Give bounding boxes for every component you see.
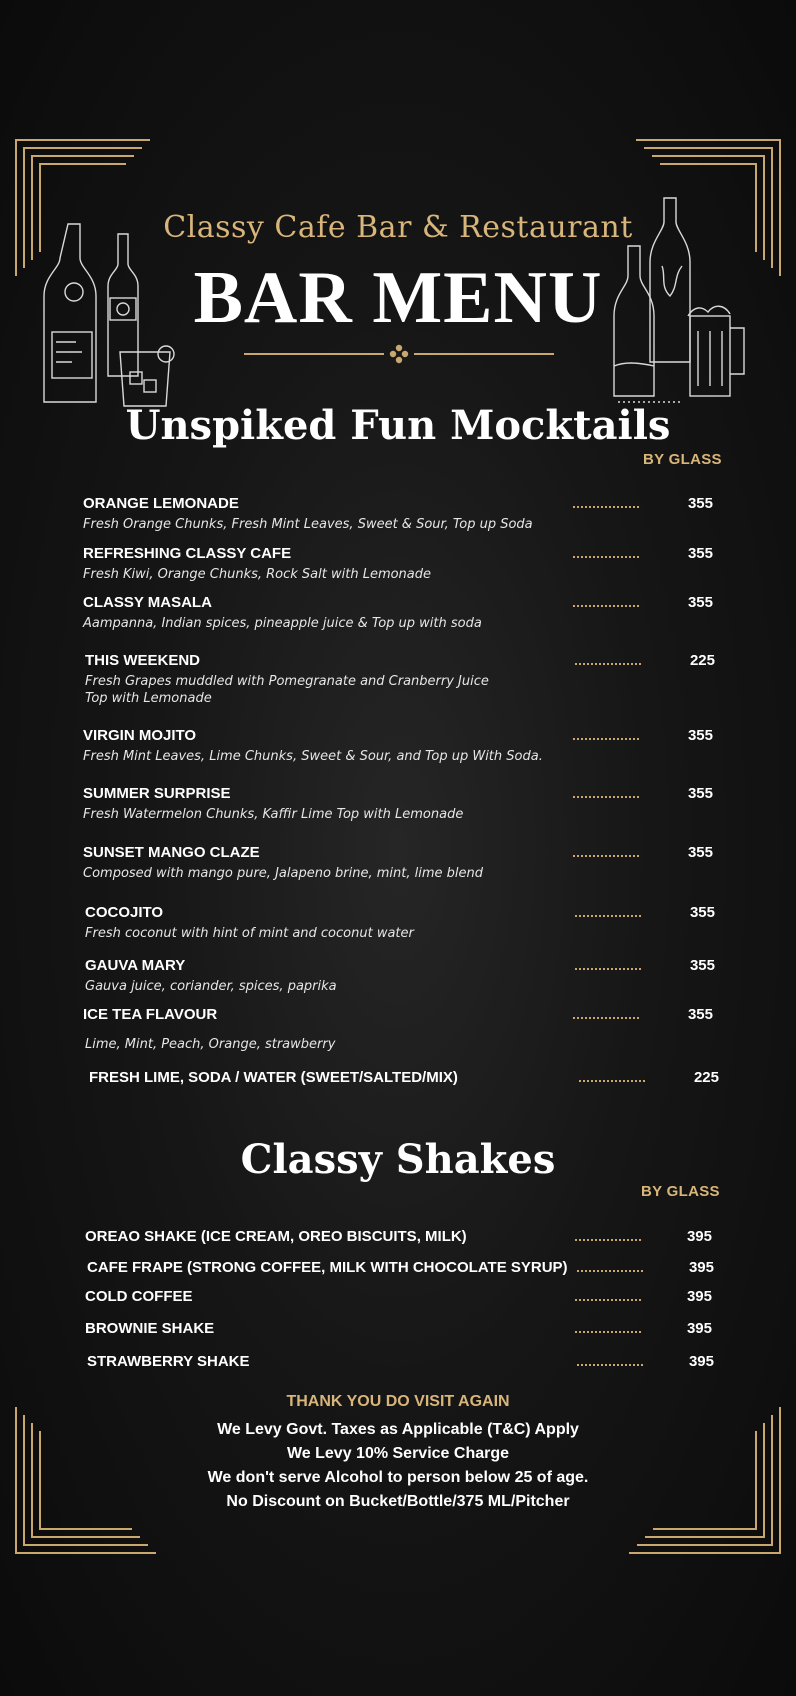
menu-item-name: STRAWBERRY SHAKE <box>87 1353 250 1370</box>
price-column-label: BY GLASS <box>641 1183 720 1200</box>
footer-note: We Levy 10% Service Charge <box>286 1445 510 1462</box>
menu-item <box>83 545 713 595</box>
menu-item <box>85 904 715 954</box>
menu-item <box>85 1288 712 1310</box>
menu-item-name: FRESH LIME, SODA / WATER (SWEET/SALTED/MIX) <box>89 1069 458 1086</box>
dotted-leader <box>573 506 639 508</box>
dotted-leader <box>575 1331 641 1333</box>
section-title-mocktails: Unspiked Fun Mocktails <box>125 402 671 449</box>
menu-item-description: Fresh Grapes muddled with Pomegranate and Cranberry Juice Top with Lemonade <box>85 674 489 706</box>
menu-item-name: BROWNIE SHAKE <box>85 1320 215 1337</box>
menu-item-price: 395 <box>688 1259 714 1276</box>
menu-item-description: Fresh Watermelon Chunks, Kaffir Lime Top with Lemonade <box>83 807 464 822</box>
menu-item <box>83 594 713 644</box>
dotted-leader <box>577 1270 643 1272</box>
page-title: BAR MENU <box>193 257 603 339</box>
menu-item-price: 355 <box>687 844 713 861</box>
menu-item <box>85 1320 712 1342</box>
menu-item-description: Aampanna, Indian spices, pineapple juice & Top up with soda <box>83 616 482 631</box>
dotted-leader <box>575 968 641 970</box>
menu-item-name: COLD COFFEE <box>85 1288 193 1305</box>
dotted-leader <box>575 915 641 917</box>
menu-item-description: Lime, Mint, Peach, Orange, strawberry <box>85 1037 336 1052</box>
menu-item <box>85 1228 712 1250</box>
dotted-leader <box>579 1080 645 1082</box>
menu-item <box>83 844 713 894</box>
menu-item-price: 355 <box>687 785 713 802</box>
dotted-leader <box>573 738 639 740</box>
menu-item-name: SUNSET MANGO CLAZE <box>83 844 260 861</box>
dotted-leader <box>575 1239 641 1241</box>
menu-item-price: 395 <box>686 1228 712 1245</box>
dotted-leader <box>577 1364 643 1366</box>
menu-item-name: ICE TEA FLAVOUR <box>83 1006 218 1023</box>
menu-item-name: VIRGIN MOJITO <box>83 727 197 744</box>
section-title-shakes: Classy Shakes <box>240 1136 556 1183</box>
menu-item-price: 225 <box>693 1069 719 1086</box>
menu-item-name: COCOJITO <box>85 904 164 921</box>
menu-item <box>85 957 715 1007</box>
menu-item <box>83 727 713 777</box>
menu-item-name: GAUVA MARY <box>85 957 186 974</box>
menu-item-name: CAFE FRAPE (STRONG COFFEE, MILK WITH CHOCOLATE SYRUP) <box>87 1259 568 1276</box>
dotted-leader <box>573 855 639 857</box>
menu-item-name: OREAO SHAKE (ICE CREAM, OREO BISCUITS, MILK) <box>85 1228 467 1245</box>
menu-item <box>89 1069 719 1091</box>
menu-item-price: 395 <box>686 1288 712 1305</box>
menu-item-description: Fresh Orange Chunks, Fresh Mint Leaves, Sweet & Sour, Top up Soda <box>83 517 533 532</box>
menu-item-description: Gauva juice, coriander, spices, paprika <box>85 979 337 994</box>
menu-item-price: 355 <box>687 727 713 744</box>
menu-item-price: 355 <box>687 594 713 611</box>
menu-item-price: 225 <box>689 652 715 669</box>
menu-item <box>87 1259 714 1281</box>
dotted-leader <box>573 796 639 798</box>
menu-item-description: Composed with mango pure, Jalapeno brine, mint, lime blend <box>83 866 483 881</box>
menu-item-name: ORANGE LEMONADE <box>83 495 239 512</box>
menu-item <box>83 785 713 835</box>
footer-heading: THANK YOU DO VISIT AGAIN <box>286 1393 510 1410</box>
dotted-leader <box>573 1017 639 1019</box>
menu-item-description: Fresh Mint Leaves, Lime Chunks, Sweet & Sour, and Top up With Soda. <box>83 749 543 764</box>
dotted-leader <box>573 556 639 558</box>
price-column-label: BY GLASS <box>643 451 722 468</box>
menu-item-description: Fresh Kiwi, Orange Chunks, Rock Salt with Lemonade <box>83 567 432 582</box>
menu-item-name: CLASSY MASALA <box>83 594 212 611</box>
dotted-leader <box>575 663 641 665</box>
menu-item <box>87 1353 714 1375</box>
menu-item-price: 395 <box>688 1353 714 1370</box>
menu-item <box>85 652 715 706</box>
menu-item <box>83 1006 713 1066</box>
restaurant-name: Classy Cafe Bar & Restaurant <box>163 210 633 245</box>
dotted-leader <box>573 605 639 607</box>
footer-note: We Levy Govt. Taxes as Applicable (T&C) Apply <box>217 1421 579 1438</box>
menu-item-description: Fresh coconut with hint of mint and coconut water <box>85 926 414 941</box>
footer-note: No Discount on Bucket/Bottle/375 ML/Pitcher <box>226 1493 570 1510</box>
footer-note: We don't serve Alcohol to person below 25 of age. <box>207 1469 589 1486</box>
dotted-leader <box>575 1299 641 1301</box>
menu-item-name: THIS WEEKEND <box>85 652 201 669</box>
menu-item-price: 395 <box>686 1320 712 1337</box>
menu-item-price: 355 <box>687 1006 713 1023</box>
menu-item-price: 355 <box>687 545 713 562</box>
fleur-divider-icon <box>244 342 554 366</box>
menu-item-price: 355 <box>689 957 715 974</box>
menu-item-price: 355 <box>689 904 715 921</box>
menu-item-price: 355 <box>687 495 713 512</box>
menu-item-name: REFRESHING CLASSY CAFE <box>83 545 292 562</box>
menu-item <box>83 495 713 545</box>
menu-item-name: SUMMER SURPRISE <box>83 785 231 802</box>
